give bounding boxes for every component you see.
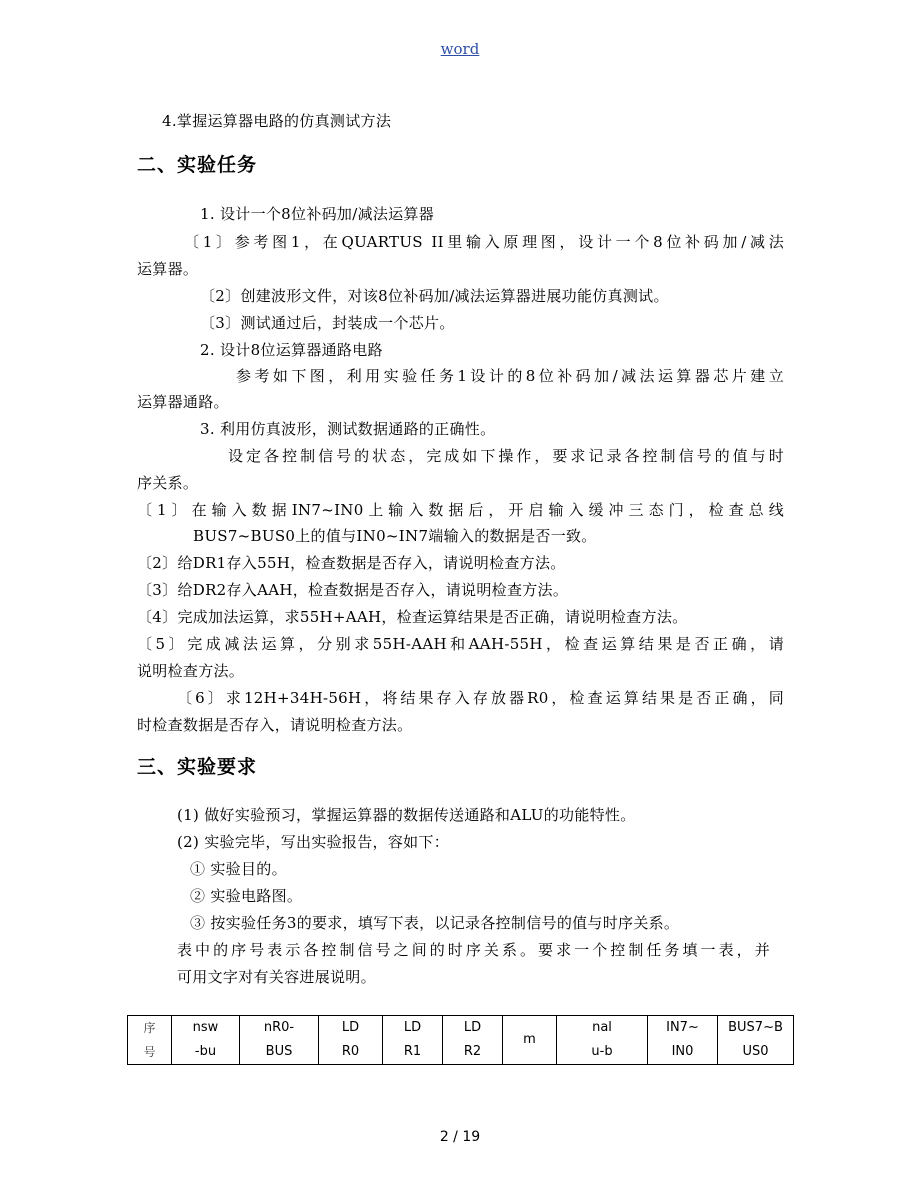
- task-3-op-3: 〔3〕给DR2存入AAH，检查数据是否存入，请说明检查方法。: [137, 581, 569, 599]
- task-3-op-4: 〔4〕完成加法运算，求55H+AAH，检查运算结果是否正确，请说明检查方法。: [137, 608, 688, 626]
- task-3-desc-line1: 设定各控制信号的状态，完成如下操作，要求记录各控制信号的值与时: [228, 447, 784, 465]
- header-cell-ldr0: LD R0: [319, 1016, 383, 1065]
- task-2-title: 2. 设计8位运算器通路电路: [200, 341, 383, 359]
- section-heading-tasks: 二、实验任务: [137, 154, 258, 176]
- task-1-step-2: 〔2〕创建波形文件，对该8位补码加/减法运算器进展功能仿真测试。: [200, 287, 669, 305]
- task-1-step-1-line1: 〔1〕参考图1，在QUARTUS II里输入原理图，设计一个8位补码加/减法: [184, 233, 784, 251]
- page-header-link[interactable]: word: [440, 40, 480, 58]
- report-item-1: ① 实验目的。: [190, 860, 287, 878]
- task-1-title: 1. 设计一个8位补码加/减法运算器: [200, 205, 435, 223]
- report-item-3-line3: 可用文字对有关容进展说明。: [177, 968, 376, 986]
- table-header-row: [128, 1016, 794, 1065]
- objective-item-4: 4.掌握运算器电路的仿真测试方法: [162, 112, 392, 130]
- header-cell-nr0-bus: nR0- BUS: [240, 1016, 319, 1065]
- header-cell-seq: 序 号: [128, 1016, 172, 1065]
- task-3-op-6-line2: 时检查数据是否存入，请说明检查方法。: [137, 716, 413, 734]
- task-3-desc-line2: 序关系。: [137, 474, 199, 492]
- task-3-op-6-line1: 〔6〕求12H+34H-56H，将结果存入存放器R0，检查运算结果是否正确，同: [177, 689, 784, 707]
- header-cell-nsw-bus: nsw -bu: [172, 1016, 240, 1065]
- requirement-2: (2) 实验完毕，写出实验报告，容如下：: [177, 833, 450, 851]
- task-1-step-1-line2: 运算器。: [137, 260, 199, 278]
- report-item-2: ② 实验电路图。: [190, 887, 303, 905]
- section-heading-requirements: 三、实验要求: [137, 756, 258, 778]
- report-item-3-line1: ③ 按实验任务3的要求，填写下表，以记录各控制信号的值与时序关系。: [190, 914, 680, 932]
- task-3-op-1-line2: BUS7~BUS0上的值与IN0~IN7端输入的数据是否一致。: [193, 527, 597, 545]
- header-cell-nalu-bus: nal u-b: [557, 1016, 648, 1065]
- task-3-op-1-line1: 〔1〕在输入数据IN7~IN0上输入数据后，开启输入缓冲三态门，检查总线: [137, 501, 784, 519]
- control-signal-table: [127, 1015, 794, 1065]
- task-3-op-5-line2: 说明检查方法。: [137, 662, 245, 680]
- header-cell-in7-in0: IN7~ IN0: [648, 1016, 718, 1065]
- header-cell-ldr2: LD R2: [443, 1016, 503, 1065]
- task-3-op-2: 〔2〕给DR1存入55H，检查数据是否存入，请说明检查方法。: [137, 554, 566, 572]
- header-cell-ldr1: LD R1: [383, 1016, 443, 1065]
- task-2-desc-line1: 参考如下图，利用实验任务1设计的8位补码加/减法运算器芯片建立: [236, 367, 784, 385]
- task-1-step-3: 〔3〕测试通过后，封装成一个芯片。: [200, 314, 455, 332]
- task-3-title: 3. 利用仿真波形，测试数据通路的正确性。: [200, 420, 496, 438]
- report-item-3-line2: 表中的序号表示各控制信号之间的时序关系。要求一个控制任务填一表，并: [177, 941, 770, 959]
- task-3-op-5-line1: 〔5〕完成减法运算，分别求55H-AAH和AAH-55H，检查运算结果是否正确，请: [137, 635, 784, 653]
- header-cell-m: m: [503, 1016, 557, 1065]
- requirement-1: (1) 做好实验预习，掌握运算器的数据传送通路和ALU的功能特性。: [177, 806, 636, 824]
- header-cell-bus7-bus0: BUS7~B US0: [718, 1016, 794, 1065]
- task-2-desc-line2: 运算器通路。: [137, 393, 229, 411]
- page-number: 2 / 19: [439, 1129, 481, 1145]
